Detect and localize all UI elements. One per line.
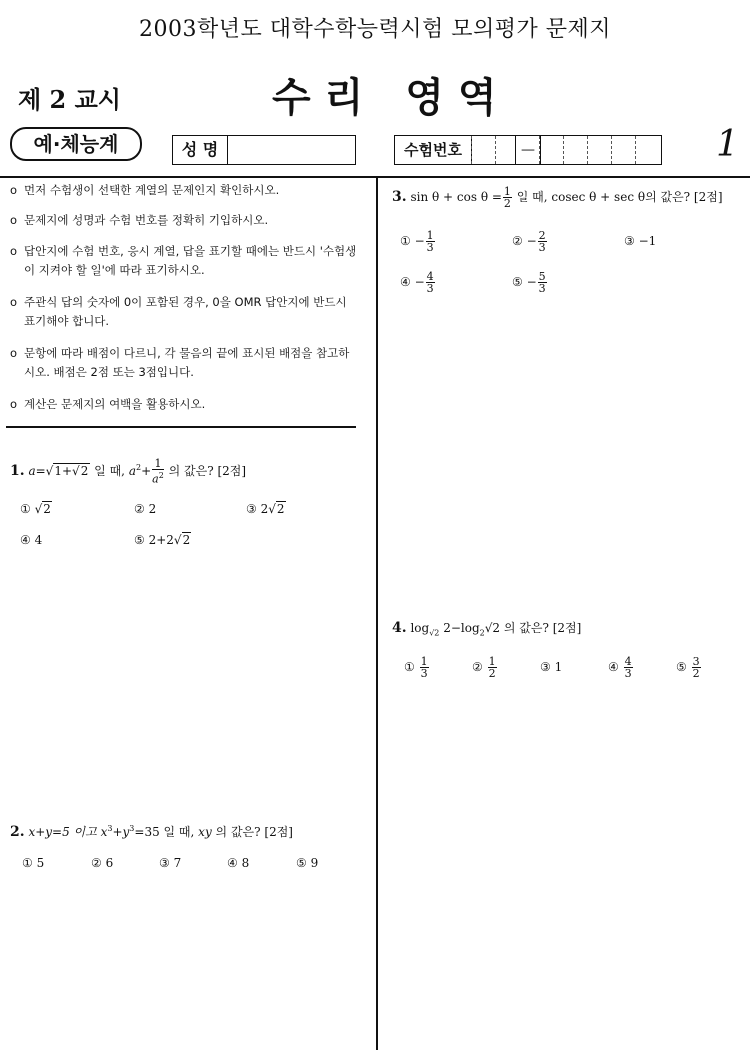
instruction-item: o 먼저 수험생이 선택한 계열의 문제인지 확인하시오. [10, 183, 280, 197]
choice-2[interactable]: ② $\frac{1}{2}$ [472, 655, 496, 680]
choice-4[interactable]: ④ $\frac{4}{3}$ [608, 655, 632, 680]
choice-3[interactable]: ③ 7 [159, 856, 182, 870]
exam-id-field[interactable] [394, 135, 662, 165]
question-2: 2. x+y=5 이고 $x^3+y^3=35$ 일 때, xy 의 값은? [2점] [10, 824, 293, 840]
header-divider [0, 176, 750, 178]
instruction-item: o 답안지에 수험 번호, 응시 계열, 답을 표기할 때에는 반드시 '수험생이 지켜야 할 일'에 따라 표기하시오. [10, 244, 357, 277]
choice-1[interactable]: ① 5 [22, 856, 45, 870]
choice-5[interactable]: ⑤ 2+2√2 [134, 533, 191, 547]
choice-3[interactable]: ③ 2√2 [246, 502, 285, 516]
id-digit-cell[interactable] [563, 136, 588, 164]
choice-4[interactable]: ④ 8 [227, 856, 250, 870]
exam-title: 2003학년도 대학수학능력시험 모의평가 문제지 [138, 17, 611, 42]
subject-title: 수리 영역 [272, 74, 511, 121]
choice-2[interactable]: ② 6 [91, 856, 114, 870]
track-badge: 예·체능계 [10, 127, 142, 161]
choice-4[interactable]: ④ − $\frac{4}{3}$ [400, 270, 434, 295]
name-field[interactable] [172, 135, 356, 165]
name-label: 성 명 [173, 136, 228, 164]
instruction-divider [6, 426, 356, 428]
exam-id-label: 수험번호 [395, 136, 472, 164]
choice-5[interactable]: ⑤ 9 [296, 856, 319, 870]
choice-1[interactable]: ① $\frac{1}{3}$ [404, 655, 428, 680]
id-digit-cell[interactable] [471, 136, 496, 164]
choice-3[interactable]: ③ −1 [624, 234, 657, 248]
column-divider [376, 176, 378, 1050]
id-digit-cell[interactable] [539, 136, 564, 164]
id-digit-cell[interactable] [587, 136, 612, 164]
instruction-item: o 주관식 답의 숫자에 0이 포함된 경우, 0을 OMR 답안지에 반드시 표기해야 합니다. [10, 295, 347, 328]
question-3: 3. sin θ + cos θ = $\frac{1}{2}$ 일 때, cosec θ + sec θ의 값은? [2점] [392, 185, 723, 210]
session-label: 제 2 교시 [18, 85, 121, 114]
page-number: 1 [716, 124, 739, 165]
id-dash: — [515, 136, 541, 164]
choice-5[interactable]: ⑤ $\frac{3}{2}$ [676, 655, 700, 680]
instruction-item: o 문제지에 성명과 수험 번호를 정확히 기입하시오. [10, 213, 269, 227]
question-4: 4. $\log_{√2} 2-\log_2√2$ 의 값은? [2점] [392, 620, 582, 638]
choice-3[interactable]: ③ 1 [540, 660, 563, 674]
choice-1[interactable]: ① − $\frac{1}{3}$ [400, 229, 434, 254]
choice-5[interactable]: ⑤ − $\frac{5}{3}$ [512, 270, 546, 295]
choice-2[interactable]: ② − $\frac{2}{3}$ [512, 229, 546, 254]
choice-2[interactable]: ② 2 [134, 502, 157, 516]
id-digit-cell[interactable] [635, 136, 660, 164]
instruction-item: o 문항에 따라 배점이 다르니, 각 물음의 끝에 표시된 배점을 참고하시오. 배점은 2점 또는 3점입니다. [10, 346, 350, 379]
question-1: 1. a=√1+√2 일 때, $a^2+$ $\frac{1}{a^2}$ 의 값은? [2점] [10, 457, 247, 486]
choice-1[interactable]: ① √2 [20, 502, 51, 516]
choice-4[interactable]: ④ 4 [20, 533, 43, 547]
instruction-item: o 계산은 문제지의 여백을 활용하시오. [10, 397, 206, 411]
id-digit-cell[interactable] [611, 136, 636, 164]
